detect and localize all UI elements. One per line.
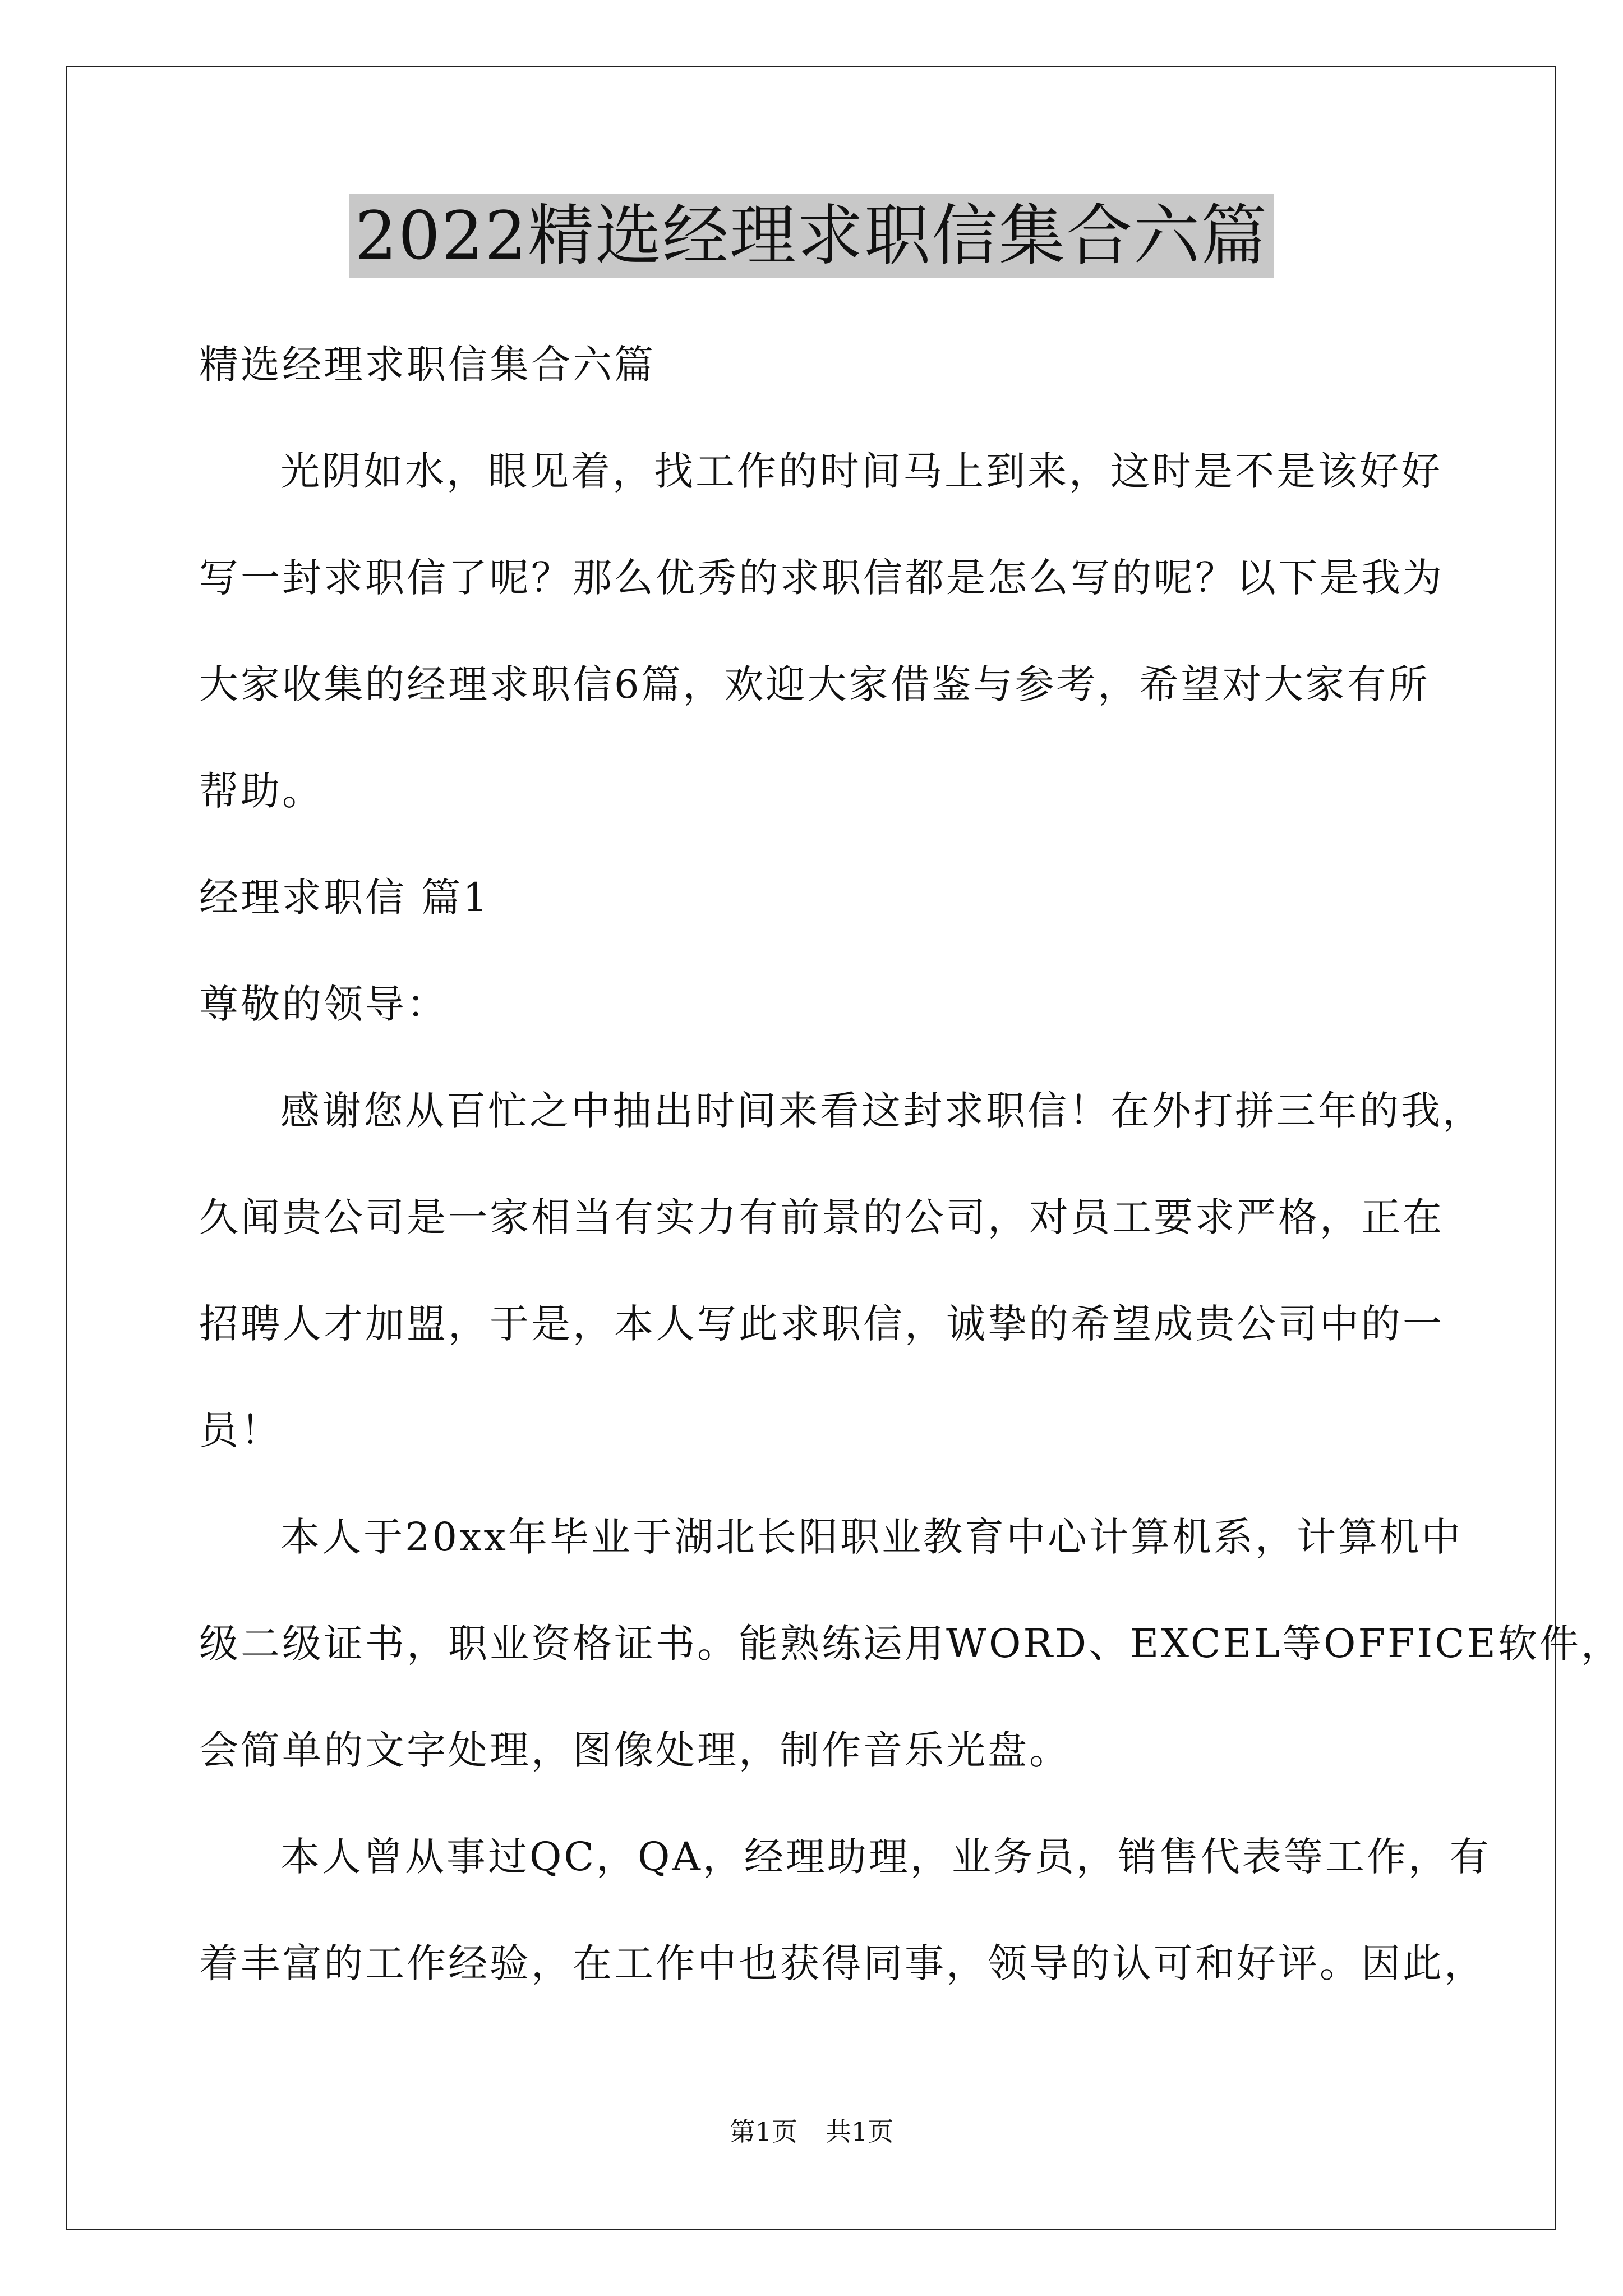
page-footer [0, 2115, 1623, 2148]
text-line: 招聘人才加盟，于是，本人写此求职信，诚挚的希望成贵公司中的一 [199, 1301, 1444, 1347]
text-line: 写一封求职信了呢？那么优秀的求职信都是怎么写的呢？以下是我为 [199, 555, 1444, 601]
text-line: 员！ [199, 1407, 282, 1453]
document-body [199, 311, 1622, 2017]
text-line: 尊敬的领导： [199, 981, 448, 1027]
text-line: 帮助。 [199, 768, 324, 814]
text-line: 着丰富的工作经验，在工作中也获得同事，领导的认可和好评。因此， [199, 1940, 1486, 1986]
title-container [0, 194, 1623, 278]
text-line: 大家收集的经理求职信6篇，欢迎大家借鉴与参考，希望对大家有所 [199, 661, 1430, 707]
document-title: 2022精选经理求职信集合六篇 [349, 194, 1274, 278]
text-line: 精选经理求职信集合六篇 [199, 342, 656, 388]
text-line: 本人曾从事过QC，QA，经理助理，业务员，销售代表等工作，有 [280, 1834, 1491, 1880]
text-line: 经理求职信 篇1 [199, 875, 490, 921]
page-number-total: 共1页 [826, 2116, 894, 2147]
text-line: 会简单的文字处理，图像处理，制作音乐光盘。 [199, 1727, 1071, 1773]
text-line: 级二级证书，职业资格证书。能熟练运用WORD、EXCEL等OFFICE软件， [199, 1621, 1622, 1667]
page-number-current: 第1页 [729, 2116, 797, 2147]
text-line: 久闻贵公司是一家相当有实力有前景的公司，对员工要求严格，正在 [199, 1194, 1444, 1240]
text-line: 光阴如水，眼见着，找工作的时间马上到来，这时是不是该好好 [280, 448, 1442, 494]
text-line: 本人于20xx年毕业于湖北长阳职业教育中心计算机系，计算机中 [280, 1514, 1463, 1560]
text-line: 感谢您从百忙之中抽出时间来看这封求职信！在外打拼三年的我， [280, 1088, 1484, 1134]
